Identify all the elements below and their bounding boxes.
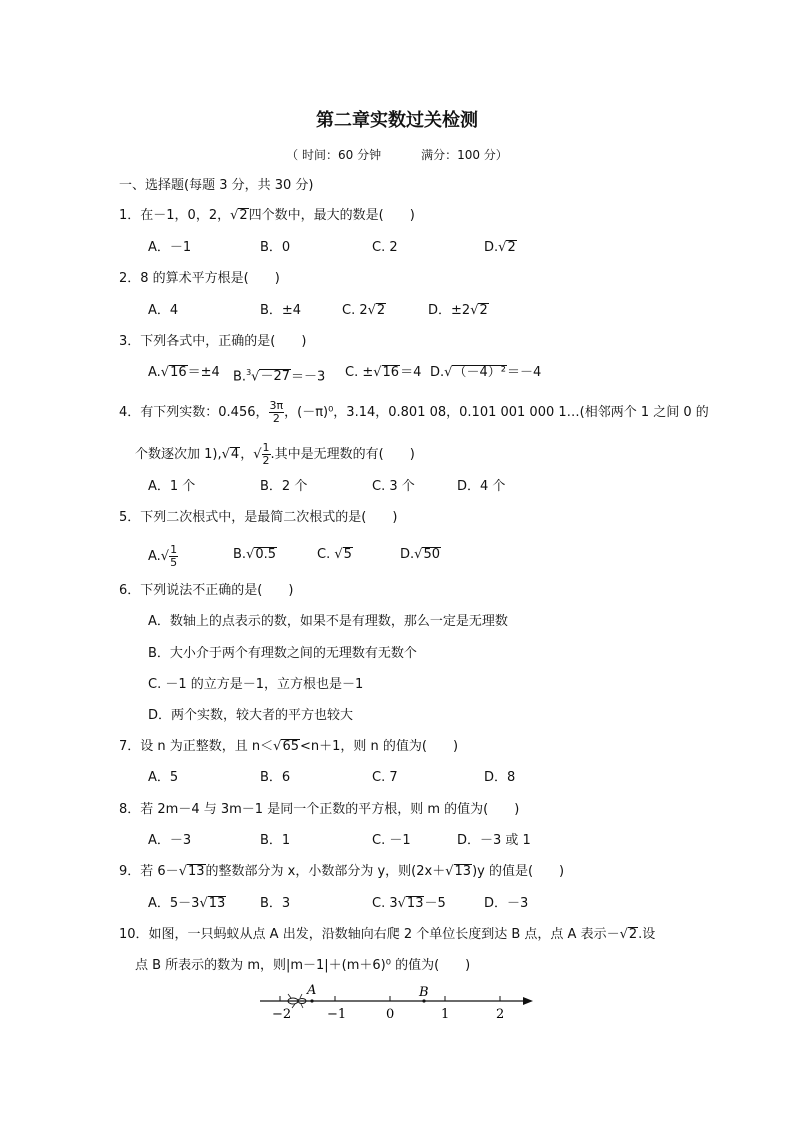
q9-option-c: C. 3√13－5 (372, 896, 446, 911)
q4-option-b: B．2 个 (260, 479, 308, 494)
q7-option-d: D．8 (484, 770, 516, 785)
time-limit: （ 时间：60 分钟 (286, 148, 382, 162)
exam-info (0, 146, 794, 163)
tick-label: 1 (441, 1007, 450, 1022)
tick-label: 0 (386, 1007, 395, 1022)
question-3: 3．下列各式中，正确的是( ) (119, 334, 307, 349)
q1-option-d: D.√2 (484, 240, 516, 255)
q6-option-d: D．两个实数，较大者的平方也较大 (148, 708, 354, 723)
section-heading: 一、选择题(每题 3 分，共 30 分) (119, 178, 314, 193)
q6-option-c: C. －1 的立方是－1，立方根也是－1 (148, 677, 364, 692)
q7-option-a: A．5 (148, 770, 179, 785)
q6-option-b: B．大小介于两个有理数之间的无理数有无数个 (148, 646, 417, 661)
question-8: 8．若 2m－4 与 3m－1 是同一个正数的平方根，则 m 的值为( ) (119, 802, 520, 817)
q4-option-d: D．4 个 (457, 479, 506, 494)
q1-option-a: A．－1 (148, 240, 192, 255)
q8-option-c: C. －1 (372, 833, 411, 848)
q5-option-a: A.√ $\frac{1}{5}$ (148, 543, 178, 569)
q2-option-b: B．±4 (260, 303, 302, 318)
q1-option-c: C. 2 (372, 240, 398, 255)
point-a-label: A (307, 984, 317, 998)
q9-option-a: A．5－3√13 (148, 896, 226, 911)
q7-option-c: C. 7 (372, 770, 398, 785)
full-score: 满分：100 分） (421, 148, 508, 162)
q5-option-c: C. √5 (317, 547, 352, 562)
q5-option-d: D.√50 (400, 547, 440, 562)
tick-label: −1 (327, 1007, 347, 1022)
arrow-icon (523, 997, 533, 1005)
q8-option-b: B．1 (260, 833, 291, 848)
q2-option-d: D．±2√2 (428, 303, 488, 318)
q8-option-d: D．－3 或 1 (457, 833, 531, 848)
point-a-dot (310, 999, 313, 1002)
q2-option-a: A．4 (148, 303, 179, 318)
question-6: 6．下列说法不正确的是( ) (119, 583, 294, 598)
question-10: 10．如图，一只蚂蚁从点 A 出发，沿数轴向右爬 2 个单位长度到达 B 点，点 A 表示－√2.设 (119, 927, 656, 942)
q4-option-c: C. 3 个 (372, 479, 415, 494)
tick-label: −2 (272, 1007, 292, 1022)
question-2: 2．8 的算术平方根是( ) (119, 271, 280, 286)
tick-label: 2 (496, 1007, 505, 1022)
q3-option-a: A.√16＝±4 (148, 365, 220, 380)
q4-option-a: A．1 个 (148, 479, 196, 494)
question-5: 5．下列二次根式中，是最简二次根式的是( ) (119, 510, 398, 525)
q9-option-b: B．3 (260, 896, 291, 911)
q7-option-b: B．6 (260, 770, 291, 785)
q9-option-d: D．－3 (484, 896, 529, 911)
point-b-label: B (419, 985, 429, 1000)
question-1: 1．在－1，0，2，√2四个数中，最大的数是( ) (119, 208, 415, 223)
question-4-cont: 个数逐次加 1),√4，√ $\frac{1}{2}$ .其中是无理数的有( ) (135, 441, 415, 467)
q5-option-b: B.√0.5 (233, 547, 277, 562)
page-title: 第二章实数过关检测 (316, 110, 478, 131)
q2-option-c: C. 2√2 (342, 303, 386, 318)
question-10-cont: 点 B 所表示的数为 m，则|m－1|＋(m＋6)⁰ 的值为( ) (135, 958, 471, 973)
q3-option-d: D.√（－4）²＝－4 (430, 365, 542, 380)
q3-option-b: B.$^3$√－27＝－3 (233, 368, 326, 385)
question-9: 9．若 6－√13的整数部分为 x，小数部分为 y，则(2x＋√13)y 的值是( ) (119, 864, 565, 879)
question-4: 4．有下列实数：0.456， $\frac{3\pi}{2}$ ，(－π)⁰，3.14，0.801 08，0.101 001 000 1…(相邻两个 1 之间 0 的 (119, 399, 709, 425)
q6-option-a: A．数轴上的点表示的数，如果不是有理数，那么一定是无理数 (148, 614, 508, 629)
q3-option-c: C. ±√16＝4 (345, 365, 422, 380)
number-line-figure (255, 984, 540, 1026)
q1-option-b: B．0 (260, 240, 291, 255)
question-7: 7．设 n 为正整数，且 n＜√65<n＋1，则 n 的值为( ) (119, 739, 459, 754)
q8-option-a: A．－3 (148, 833, 192, 848)
